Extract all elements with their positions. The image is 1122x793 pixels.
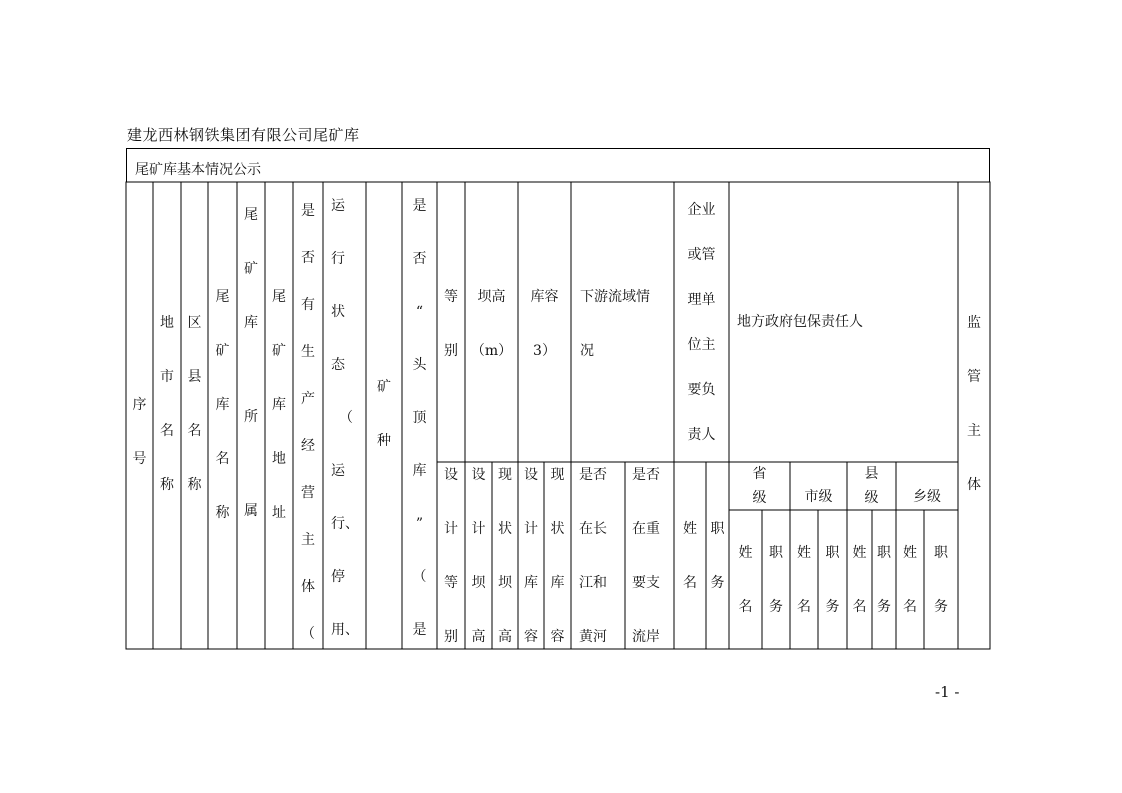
header-city-level: 市级 [804,489,833,505]
header-p-name: 姓 名 [738,545,753,615]
header-capacity: 库容 3） [530,289,559,359]
header-design-dam: 设 计 坝 高 [471,467,486,645]
header-county-level: 县 级 [864,466,879,506]
header-town-level: 乡级 [913,489,941,505]
header-k-title: 职 务 [877,545,891,615]
header-yangtze: 是否 在长 江和 黄河 [579,467,607,645]
header-current-dam: 现 状 坝 高 [498,467,512,645]
header-county: 区 县 名 称 [187,315,202,493]
header-address: 尾 矿 库 地 址 [272,289,286,521]
header-gov: 地方政府包保责任人 [737,314,863,330]
header-overhead: 是 否 “ 头 顶 库 ” （ 是 [412,198,427,638]
header-t-title: 职 务 [934,545,948,615]
header-status: 运 行 状 态 （ 运 行、 停 用、 [331,198,359,638]
header-k-name: 姓 名 [852,545,867,615]
table-subtitle: 尾矿库基本情况公示 [135,162,261,178]
header-dam-height: 坝高 （m） [470,289,513,359]
header-tailings-name: 尾 矿 库 名 称 [215,289,230,521]
header-downstream: 下游流域情 况 [580,289,650,359]
header-p-title: 职 务 [769,545,783,615]
header-seq: 序 号 [132,397,147,467]
header-enterprise-name: 姓 名 [683,521,697,591]
header-supervisor: 监 管 主 体 [967,315,981,493]
document-title: 建龙西林钢铁集团有限公司尾矿库 [127,126,360,144]
header-design-cap: 设 计 库 容 [524,467,538,645]
header-city: 地 市 名 称 [160,315,174,493]
header-t-name: 姓 名 [903,545,917,615]
header-design-grade: 设 计 等 别 [444,467,458,645]
header-grade: 等 别 [444,289,458,359]
header-tributary: 是否 在重 要支 流岸 [632,467,660,645]
page-number: -1 - [935,683,960,701]
header-c-name: 姓 名 [797,545,811,615]
header-enterprise-title: 职 务 [710,521,725,591]
header-enterprise: 企业 或管 理单 位主 要负 责人 [687,202,716,443]
header-province: 省 级 [752,466,767,506]
header-owner: 尾 矿 库 所 属 [244,207,258,519]
header-mineral: 矿 种 [377,379,391,449]
header-current-cap: 现 状 库 容 [550,467,565,645]
header-operator: 是 否 有 生 产 经 营 主 体 （ [301,203,315,642]
header-c-title: 职 务 [825,545,840,615]
